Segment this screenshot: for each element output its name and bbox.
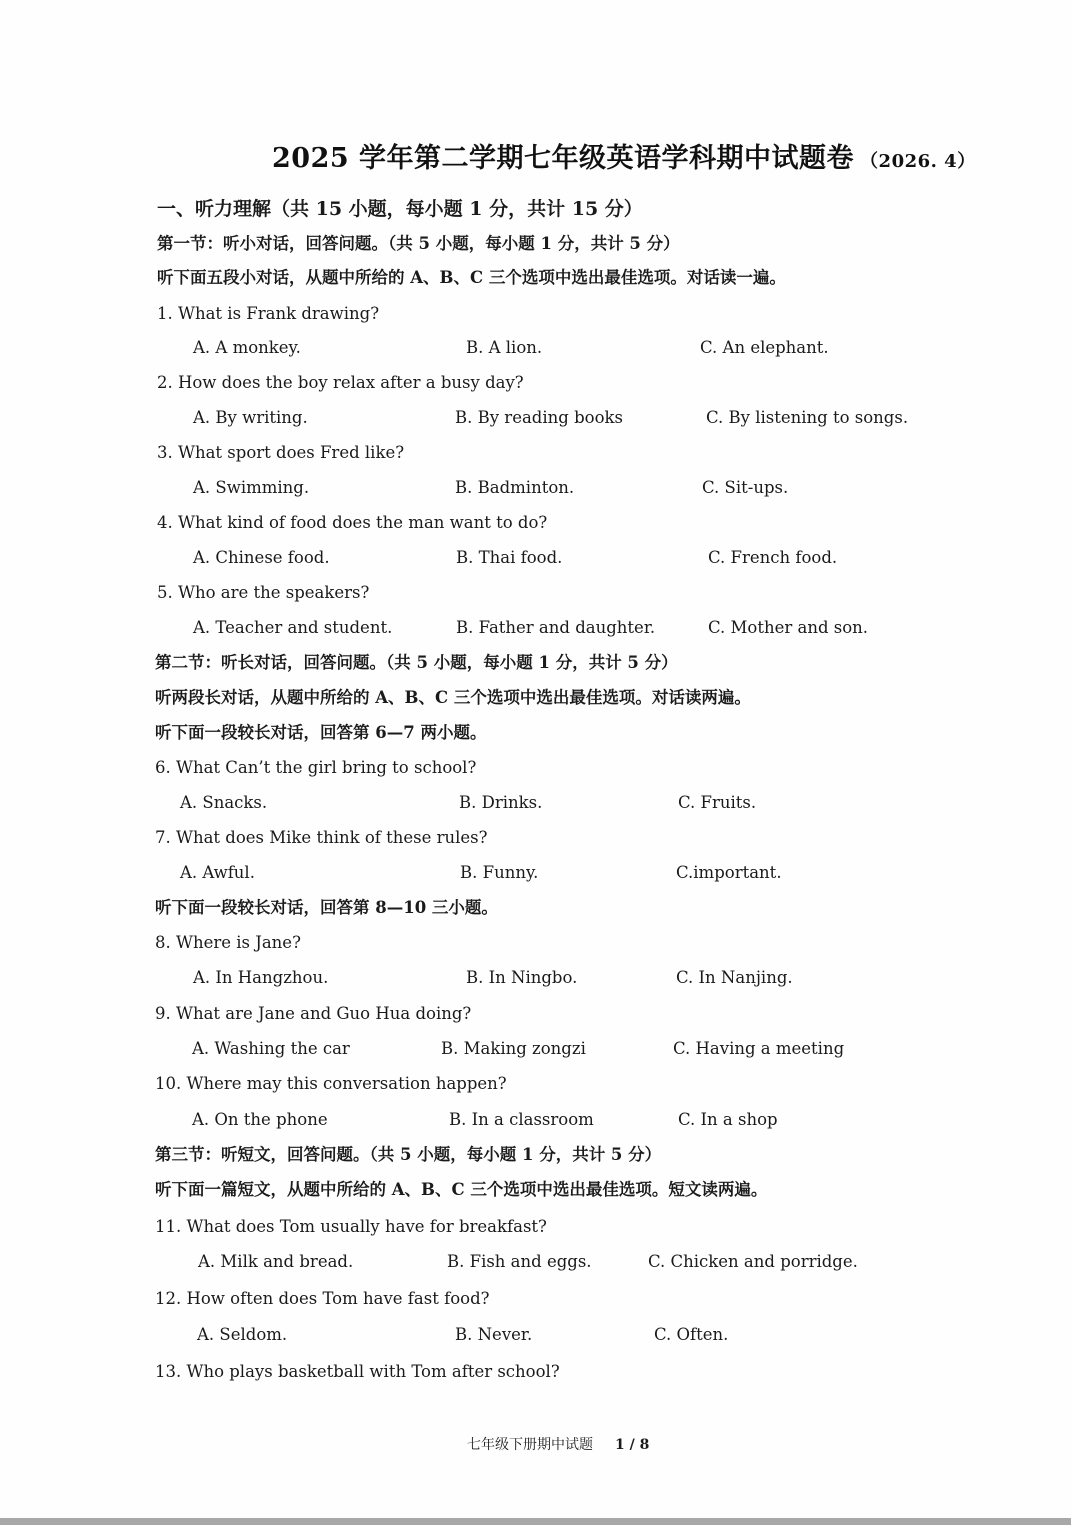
q4-option-b: B. Thai food. xyxy=(456,548,563,567)
question-7: 7. What does Mike think of these rules? xyxy=(155,828,488,847)
q2-option-c: C. By listening to songs. xyxy=(706,408,909,427)
part1-heading: 第一节：听小对话，回答问题。（共 5 小题，每小题 1 分，共计 5 分） xyxy=(157,234,680,253)
page-title xyxy=(272,136,976,175)
q10-option-a: A. On the phone xyxy=(192,1110,328,1129)
part3-heading: 第三节：听短文，回答问题。（共 5 小题，每小题 1 分，共计 5 分） xyxy=(155,1145,662,1164)
question-8: 8. Where is Jane? xyxy=(155,933,301,952)
q6-option-c: C. Fruits. xyxy=(678,793,757,812)
q11-option-c: C. Chicken and porridge. xyxy=(648,1252,858,1271)
q4-option-c: C. French food. xyxy=(708,548,838,567)
question-12: 12. How often does Tom have fast food? xyxy=(155,1289,490,1308)
q1-option-b: B. A lion. xyxy=(466,338,543,357)
q8-option-b: B. In Ningbo. xyxy=(466,968,578,987)
question-9: 9. What are Jane and Guo Hua doing? xyxy=(155,1004,472,1023)
part2-dialog1-instruction: 听下面一段较长对话，回答第 6—7 两小题。 xyxy=(155,723,487,742)
q2-option-a: A. By writing. xyxy=(193,408,308,427)
q9-option-b: B. Making zongzi xyxy=(441,1039,586,1058)
q11-option-a: A. Milk and bread. xyxy=(198,1252,354,1271)
q7-option-c: C.important. xyxy=(676,863,782,882)
q3-option-c: C. Sit-ups. xyxy=(702,478,789,497)
q3-option-b: B. Badminton. xyxy=(455,478,575,497)
q1-option-a: A. A monkey. xyxy=(193,338,301,357)
q12-option-c: C. Often. xyxy=(654,1325,729,1344)
scan-bottom-edge xyxy=(0,1518,1071,1525)
q12-option-b: B. Never. xyxy=(455,1325,533,1344)
question-5: 5. Who are the speakers? xyxy=(157,583,370,602)
q5-option-a: A. Teacher and student. xyxy=(193,618,393,637)
question-2: 2. How does the boy relax after a busy day? xyxy=(157,373,524,392)
q9-option-a: A. Washing the car xyxy=(192,1039,350,1058)
part3-instruction: 听下面一篇短文，从题中所给的 A、B、C 三个选项中选出最佳选项。短文读两遍。 xyxy=(155,1180,768,1199)
q4-option-a: A. Chinese food. xyxy=(193,548,330,567)
q6-option-a: A. Snacks. xyxy=(180,793,268,812)
q2-option-b: B. By reading books xyxy=(455,408,623,427)
question-4: 4. What kind of food does the man want to do? xyxy=(157,513,548,532)
q12-option-a: A. Seldom. xyxy=(197,1325,288,1344)
question-13: 13. Who plays basketball with Tom after school? xyxy=(155,1362,560,1381)
q10-option-b: B. In a classroom xyxy=(449,1110,594,1129)
q8-option-a: A. In Hangzhou. xyxy=(193,968,329,987)
part2-heading: 第二节：听长对话，回答问题。（共 5 小题，每小题 1 分，共计 5 分） xyxy=(155,653,678,672)
q8-option-c: C. In Nanjing. xyxy=(676,968,793,987)
question-11: 11. What does Tom usually have for breakfast? xyxy=(155,1217,547,1236)
q11-option-b: B. Fish and eggs. xyxy=(447,1252,592,1271)
q6-option-b: B. Drinks. xyxy=(459,793,543,812)
footer-label: 七年级下册期中试题 xyxy=(467,1437,593,1453)
title-text: 2025 学年第二学期七年级英语学科期中试题卷 xyxy=(272,143,855,174)
q7-option-a: A. Awful. xyxy=(180,863,255,882)
q7-option-b: B. Funny. xyxy=(460,863,539,882)
question-10: 10. Where may this conversation happen? xyxy=(155,1074,507,1093)
q1-option-c: C. An elephant. xyxy=(700,338,829,357)
page-number: 1 / 8 xyxy=(615,1437,650,1453)
q5-option-c: C. Mother and son. xyxy=(708,618,869,637)
part1-instruction: 听下面五段小对话，从题中所给的 A、B、C 三个选项中选出最佳选项。对话读一遍。 xyxy=(157,268,786,287)
page-footer xyxy=(467,1434,649,1454)
question-6: 6. What Can’t the girl bring to school? xyxy=(155,758,477,777)
q9-option-c: C. Having a meeting xyxy=(673,1039,845,1058)
q5-option-b: B. Father and daughter. xyxy=(456,618,656,637)
q10-option-c: C. In a shop xyxy=(678,1110,778,1129)
question-1: 1. What is Frank drawing? xyxy=(157,304,380,323)
question-3: 3. What sport does Fred like? xyxy=(157,443,405,462)
part2-dialog2-instruction: 听下面一段较长对话，回答第 8—10 三小题。 xyxy=(155,898,498,917)
title-date: （2026. 4） xyxy=(860,151,976,172)
part2-instruction: 听两段长对话，从题中所给的 A、B、C 三个选项中选出最佳选项。对话读两遍。 xyxy=(155,688,751,707)
section1-heading: 一、听力理解（共 15 小题，每小题 1 分，共计 15 分） xyxy=(157,198,643,220)
q3-option-a: A. Swimming. xyxy=(193,478,310,497)
